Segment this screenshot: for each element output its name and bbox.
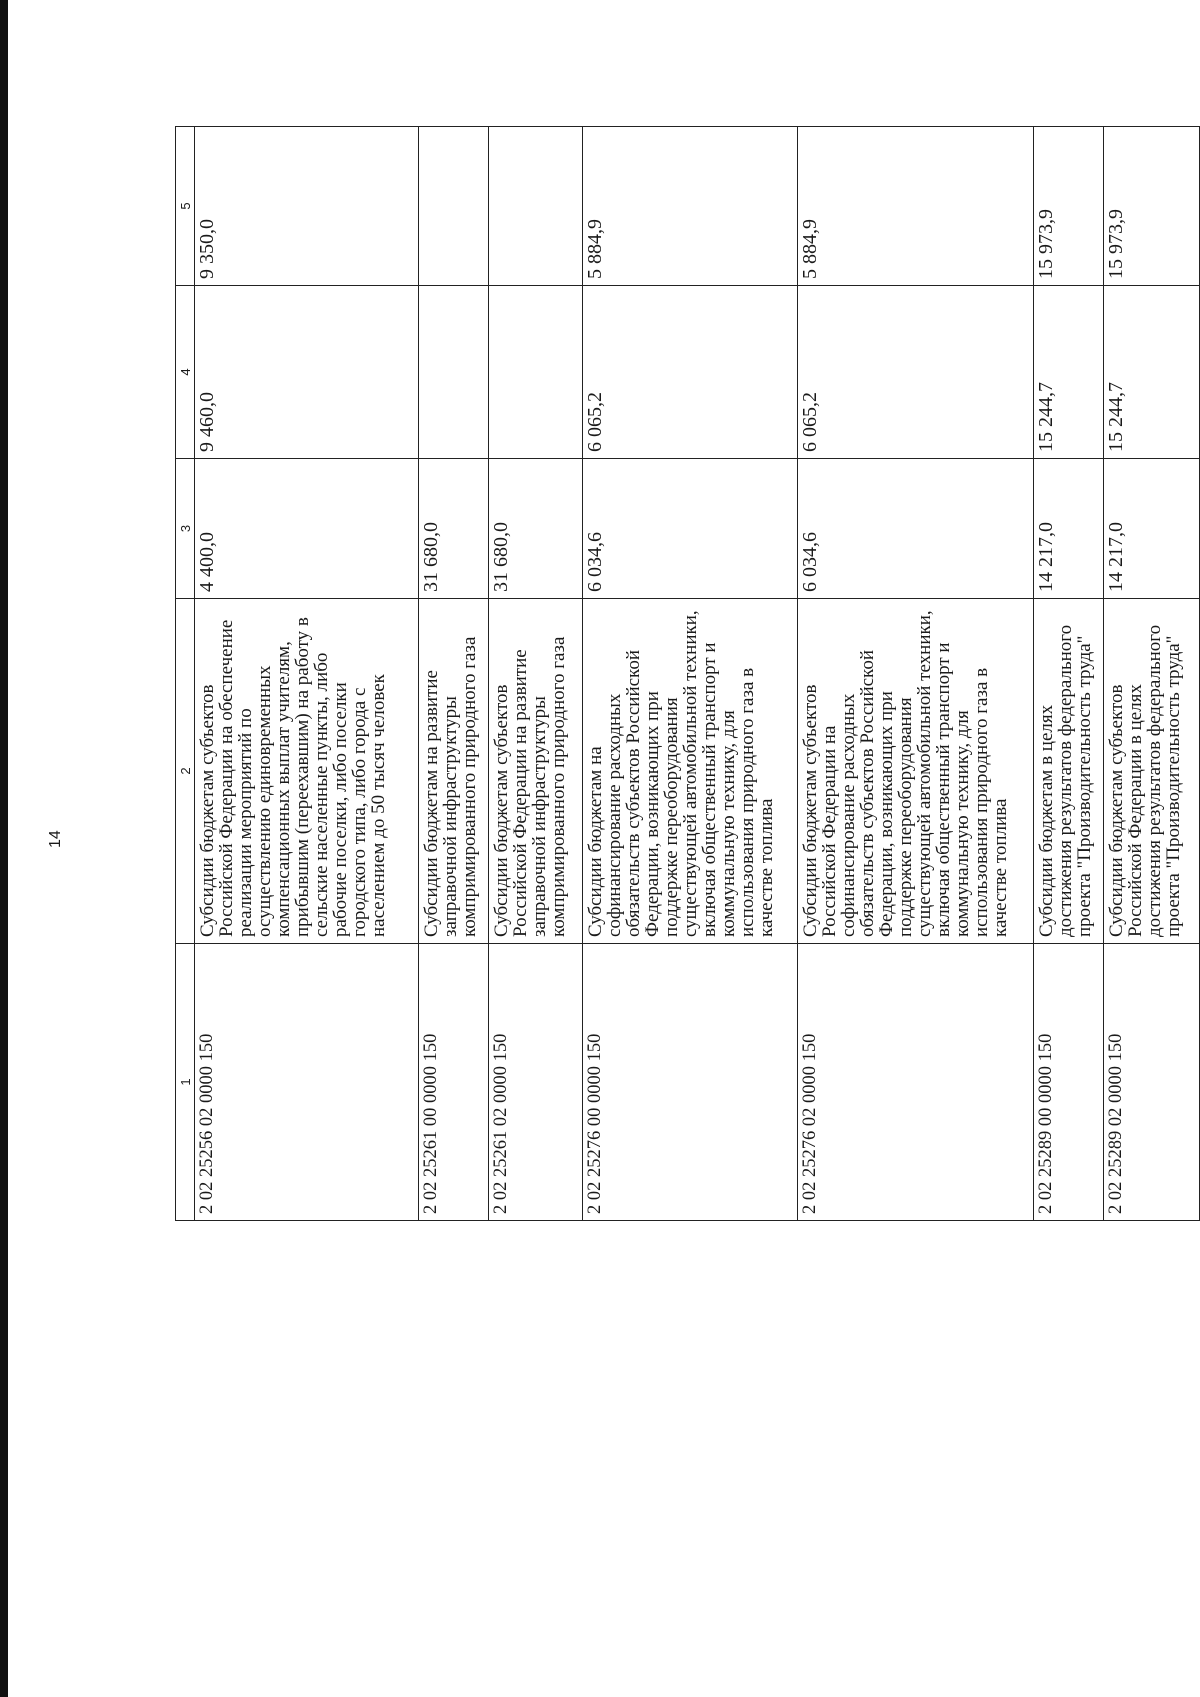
budget-item-name: Субсидии бюджетам субъектов Российской Федерации в целях достижения результатов федерального проекта "Производительность труда" [1103, 599, 1199, 944]
page-number: 14 [47, 830, 64, 848]
column-number-2: 2 [176, 599, 195, 944]
budget-code: 2 02 25276 02 0000 150 [798, 944, 1034, 1221]
column-number-4: 4 [176, 286, 195, 459]
budget-item-name: Субсидии бюджетам субъектов Российской Федерации на софинансирование расходных обязательств субъектов Российской Федерации, возникающих при поддержке переоборудования существующей автомобильной техники, включая общественный транспорт и коммунальную технику, для использования природного газа в качестве топлива [798, 599, 1034, 944]
value-col-5: 9 350,0 [194, 127, 419, 286]
table-row [194, 127, 419, 1221]
budget-item-name: Субсидии бюджетам на софинансирование расходных обязательств субъектов Российской Федерации, возникающих при поддержке переоборудования существующей автомобильной техники, включая общественный транспорт и коммунальную технику, для использования природного газа в качестве топлива [583, 599, 798, 944]
table-row [419, 127, 489, 1221]
budget-item-name: Субсидии бюджетам субъектов Российской Федерации на развитие заправочной инфраструктуры компримированного природного газа [489, 599, 583, 944]
budget-revenue-table [175, 126, 1200, 1221]
budget-code: 2 02 25261 00 0000 150 [419, 944, 489, 1221]
budget-item-name: Субсидии бюджетам в целях достижения результатов федерального проекта "Производительность труда" [1034, 599, 1104, 944]
column-number-3: 3 [176, 459, 195, 599]
column-number-1: 1 [176, 944, 195, 1221]
table-row [798, 127, 1034, 1221]
value-col-3: 6 034,6 [583, 459, 798, 599]
value-col-3: 14 217,0 [1034, 459, 1104, 599]
table-row [1103, 127, 1199, 1221]
rotated-table-frame [175, 127, 1200, 1221]
table-row [489, 127, 583, 1221]
value-col-3: 6 034,6 [798, 459, 1034, 599]
budget-code: 2 02 25289 02 0000 150 [1103, 944, 1199, 1221]
value-col-5: 15 973,9 [1034, 127, 1104, 286]
budget-code: 2 02 25261 02 0000 150 [489, 944, 583, 1221]
column-number-5: 5 [176, 127, 195, 286]
value-col-4: 6 065,2 [798, 286, 1034, 459]
value-col-3: 14 217,0 [1103, 459, 1199, 599]
scan-edge-strip [0, 0, 8, 1697]
table-row [583, 127, 798, 1221]
value-col-5: 5 884,9 [583, 127, 798, 286]
value-col-5 [489, 127, 583, 286]
value-col-4 [489, 286, 583, 459]
value-col-4 [419, 286, 489, 459]
value-col-4: 9 460,0 [194, 286, 419, 459]
value-col-5 [419, 127, 489, 286]
value-col-3: 31 680,0 [489, 459, 583, 599]
budget-code: 2 02 25256 02 0000 150 [194, 944, 419, 1221]
value-col-3: 31 680,0 [419, 459, 489, 599]
value-col-4: 15 244,7 [1103, 286, 1199, 459]
value-col-4: 6 065,2 [583, 286, 798, 459]
value-col-3: 4 400,0 [194, 459, 419, 599]
value-col-4: 15 244,7 [1034, 286, 1104, 459]
budget-code: 2 02 25289 00 0000 150 [1034, 944, 1104, 1221]
value-col-5: 5 884,9 [798, 127, 1034, 286]
budget-code: 2 02 25276 00 0000 150 [583, 944, 798, 1221]
budget-item-name: Субсидии бюджетам на развитие заправочной инфраструктуры компримированного природного газа [419, 599, 489, 944]
table-row [1034, 127, 1104, 1221]
table-header-row [176, 127, 195, 1221]
value-col-5: 15 973,9 [1103, 127, 1199, 286]
budget-item-name: Субсидии бюджетам субъектов Российской Федерации на обеспечение реализации мероприятий по осуществлению единовременных компенсационных выплат учителям, прибывшим (переехавшим) на работу в сельские населенные пункты, либо рабочие поселки, либо поселки городского типа, либо города с населением до 50 тысяч человек [194, 599, 419, 944]
